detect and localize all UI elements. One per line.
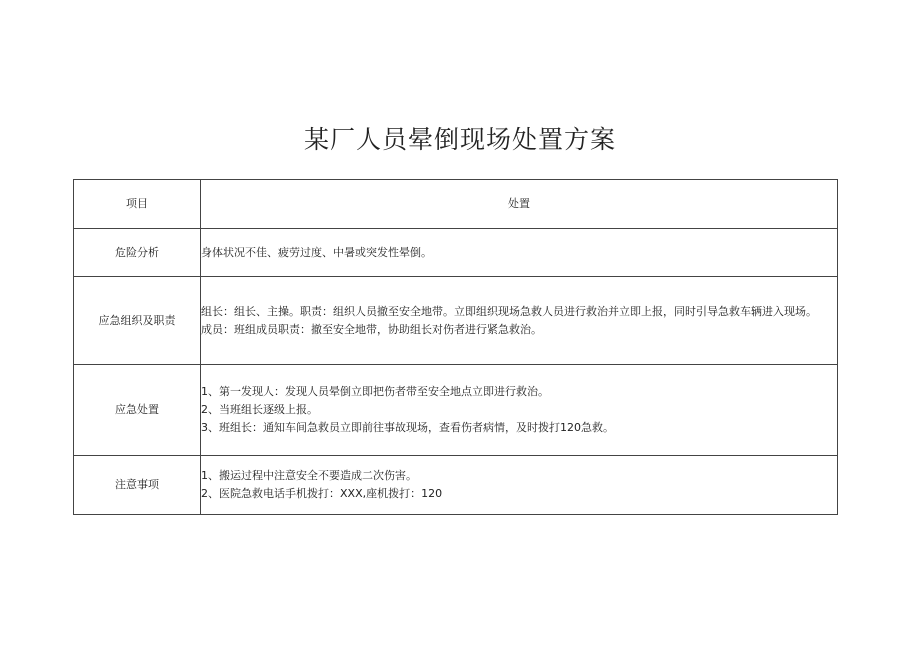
row-content xyxy=(201,229,838,277)
row-content xyxy=(201,277,838,365)
content-line: 1、搬运过程中注意安全不要造成二次伤害。 xyxy=(201,469,417,482)
content-line: 2、医院急救电话手机拨打：XXX,座机拨打：120 xyxy=(201,487,443,500)
header-item: 项目 xyxy=(74,180,201,229)
emergency-plan-table xyxy=(73,179,838,515)
content-line: 身体状况不佳、疲劳过度、中暑或突发性晕倒。 xyxy=(201,245,432,259)
content-line: 2、当班组长逐级上报。 xyxy=(201,403,318,416)
document-title: 某厂人员晕倒现场处置方案 xyxy=(303,125,616,154)
content-line: 组长：组长、主操。职责：组织人员撤至安全地带。立即组织现场急救人员进行救治并立即上报，同时引导急救车辆进入现场。 xyxy=(201,304,817,318)
row-content xyxy=(201,365,838,456)
content-line: 成员：班组成员职责：撤至安全地带，协助组长对伤者进行紧急救治。 xyxy=(201,322,542,336)
row-item-label: 应急处置 xyxy=(74,365,201,456)
content-line: 3、班组长：通知车间急救员立即前往事故现场，查看伤者病情，及时拨打120急救。 xyxy=(201,421,614,434)
row-item-label: 应急组织及职责 xyxy=(74,277,201,365)
table-row-emergency-response xyxy=(74,365,838,456)
row-content xyxy=(201,456,838,515)
header-content: 处置 xyxy=(201,180,838,229)
table-header-row xyxy=(74,180,838,229)
table-row-organization xyxy=(74,277,838,365)
row-item-label: 危险分析 xyxy=(74,229,201,277)
table-row-precautions xyxy=(74,456,838,515)
content-line: 1、第一发现人：发现人员晕倒立即把伤者带至安全地点立即进行救治。 xyxy=(201,385,549,398)
table-row-risk-analysis xyxy=(74,229,838,277)
row-item-label: 注意事项 xyxy=(74,456,201,515)
